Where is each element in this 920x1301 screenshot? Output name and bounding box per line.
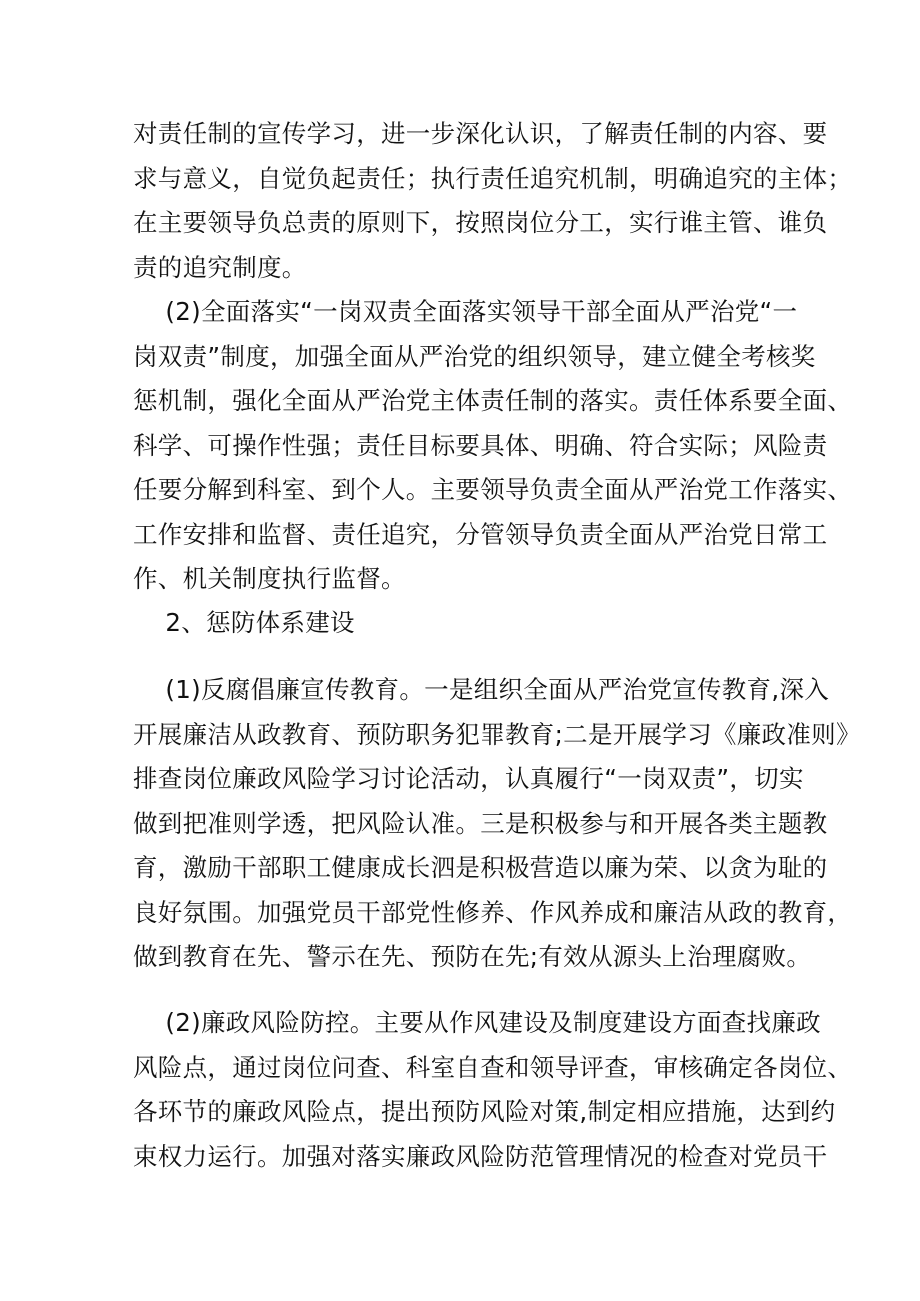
text-line: 任要分解到科室、到个人。主要领导负责全面从严治党工作落实、 (133, 475, 853, 504)
text-line: 育，激励干部职工健康成长泗是积极营造以廉为荣、以贪为耻的 (133, 853, 828, 882)
paragraph-risk-control (133, 1001, 853, 1179)
text-line: 各环节的廉政风险点，提出预防风险对策,制定相应措施，达到约 (133, 1097, 836, 1126)
text-line: (1)反腐倡廉宣传教育。一是组织全面从严治党宣传教育,深入 (133, 675, 830, 704)
section-heading-prevention-system (133, 601, 793, 646)
text-line: (2)全面落实“一岗双责全面落实领导干部全面从严治党“一 (133, 297, 798, 326)
text-line: 做到教育在先、警示在先、预防在先;有效从源头上治理腐败。 (133, 942, 812, 971)
text-line: 科学、可操作性强；责任目标要具体、明确、符合实际；风险责 (133, 430, 828, 460)
text-line: 对责任制的宣传学习，进一步深化认识，了解责任制的内容、要 (133, 119, 828, 148)
text-line: (2)廉政风险防控。主要从作风建设及制度建设方面查找廉政 (133, 1008, 821, 1037)
text-line: 在主要领导负总责的原则下，按照岗位分工，实行谁主管、谁负 (133, 208, 828, 237)
paragraph-anti-corruption-education (133, 668, 861, 980)
text-line: 岗双责”制度，加强全面从严治党的组织领导，建立健全考核奖 (133, 341, 816, 371)
paragraph-responsibility-study (133, 112, 853, 290)
text-line: 排查岗位廉政风险学习讨论活动，认真履行“一岗双责”，切实 (133, 764, 804, 793)
text-line: 风险点，通过岗位问查、科室自查和领导评查，审核确定各岗位、 (133, 1052, 853, 1082)
text-line: 责的追究制度。 (133, 252, 307, 282)
text-line: 开展廉洁从政教育、预防职务犯罪教育;二是开展学习《廉政准则》 (133, 719, 861, 749)
text-line: 做到把准则学透，把风险认准。三是积极参与和开展各类主题教 (133, 808, 828, 838)
paragraph-one-post-two-duties (133, 290, 853, 602)
text-line: 求与意义，自觉负起责任；执行责任追究机制，明确追究的主体； (133, 163, 853, 193)
text-line: 惩机制，强化全面从严治党主体责任制的落实。责任体系要全面、 (133, 386, 853, 415)
text-line: 良好氛围。加强党员干部党性修养、作风养成和廉洁从政的教育， (133, 897, 853, 927)
section-heading: 2、惩防体系建设 (133, 608, 355, 637)
text-line: 束权力运行。加强对落实廉政风险防范管理情况的检查对党员干 (133, 1141, 828, 1171)
text-line: 工作安排和监督、责任追究，分管领导负责全面从严治党日常工 (133, 519, 828, 549)
text-line: 作、机关制度执行监督。 (133, 564, 406, 593)
